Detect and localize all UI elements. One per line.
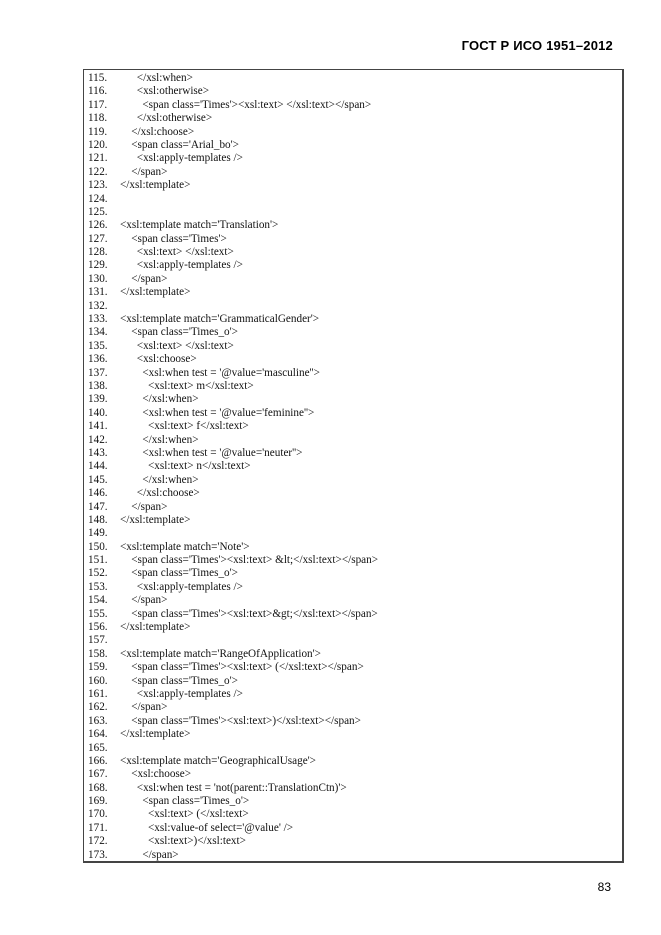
line-code: <xsl:template match='RangeOfApplication'>	[120, 647, 321, 660]
line-number: 124.	[88, 192, 108, 205]
line-code: <xsl:apply-templates />	[120, 580, 243, 593]
line-number: 151.	[88, 554, 108, 567]
line-code: <span class='Times'><xsl:text> &lt;</xsl:text></span>	[120, 554, 379, 567]
line-number: 162.	[88, 701, 108, 714]
line-code: <span class='Arial_bo'>	[120, 138, 239, 151]
code-line	[88, 166, 378, 179]
code-line	[88, 648, 378, 661]
code-line	[88, 259, 378, 272]
code-line	[88, 634, 378, 647]
line-number: 117.	[88, 98, 108, 111]
line-number: 129.	[88, 259, 108, 272]
line-code: </span>	[120, 701, 168, 714]
line-number: 143.	[88, 446, 108, 459]
line-number: 146.	[88, 487, 108, 500]
line-code: </xsl:choose>	[120, 125, 195, 138]
line-code: <span class='Times_o'>	[120, 326, 238, 339]
line-code: </span>	[120, 165, 168, 178]
line-number: 171.	[88, 821, 108, 834]
line-code: <xsl:template match='GrammaticalGender'>	[120, 313, 320, 326]
code-line	[88, 340, 378, 353]
line-code: <xsl:template match='GeographicalUsage'>	[120, 754, 316, 767]
line-number: 130.	[88, 272, 108, 285]
line-number: 165.	[88, 741, 108, 754]
line-code: </span>	[120, 848, 179, 861]
line-number: 148.	[88, 513, 108, 526]
line-number: 132.	[88, 299, 108, 312]
code-line	[88, 835, 378, 848]
line-code: <xsl:template match='Translation'>	[120, 219, 279, 232]
code-line	[88, 594, 378, 607]
code-line	[88, 581, 378, 594]
line-number: 131.	[88, 286, 108, 299]
line-number: 120.	[88, 138, 108, 151]
line-code: <span class='Times_o'>	[120, 567, 238, 580]
line-code: <xsl:text> (</xsl:text>	[120, 808, 249, 821]
line-number: 169.	[88, 795, 108, 808]
line-number: 142.	[88, 433, 108, 446]
line-code: <xsl:apply-templates />	[120, 152, 243, 165]
code-line	[88, 313, 378, 326]
line-number: 172.	[88, 835, 108, 848]
line-number: 147.	[88, 500, 108, 513]
line-number: 141.	[88, 420, 108, 433]
line-code: <xsl:text> n</xsl:text>	[120, 460, 251, 473]
line-code: <xsl:text> m</xsl:text>	[120, 379, 254, 392]
code-line	[88, 541, 378, 554]
line-code: <xsl:when test = '@value='neuter''>	[120, 446, 303, 459]
line-number: 119.	[88, 125, 108, 138]
code-line	[88, 393, 378, 406]
line-code: <span class='Times_o'>	[120, 674, 238, 687]
code-line	[88, 407, 378, 420]
line-code: <xsl:template match='Note'>	[120, 540, 250, 553]
code-line	[88, 795, 378, 808]
line-number: 161.	[88, 687, 108, 700]
line-number: 140.	[88, 406, 108, 419]
line-number: 173.	[88, 848, 108, 861]
line-number: 159.	[88, 661, 108, 674]
code-line	[88, 353, 378, 366]
line-number: 157.	[88, 634, 108, 647]
code-line	[88, 675, 378, 688]
code-line	[88, 85, 378, 98]
code-line	[88, 152, 378, 165]
line-number: 164.	[88, 728, 108, 741]
code-listing	[88, 72, 378, 862]
line-number: 122.	[88, 165, 108, 178]
line-code: </xsl:template>	[120, 728, 191, 741]
code-line	[88, 139, 378, 152]
line-code: </xsl:template>	[120, 286, 191, 299]
line-number: 138.	[88, 379, 108, 392]
line-code: <xsl:apply-templates />	[120, 687, 243, 700]
line-code: <span class='Times'><xsl:text> (</xsl:text></span>	[120, 661, 364, 674]
line-number: 133.	[88, 313, 108, 326]
code-line	[88, 286, 378, 299]
code-line	[88, 474, 378, 487]
line-code: <xsl:apply-templates />	[120, 259, 243, 272]
code-line	[88, 233, 378, 246]
code-line	[88, 460, 378, 473]
code-line	[88, 728, 378, 741]
code-line	[88, 782, 378, 795]
line-number: 155.	[88, 607, 108, 620]
line-code: <xsl:text> f</xsl:text>	[120, 420, 249, 433]
line-number: 163.	[88, 714, 108, 727]
line-number: 149.	[88, 527, 108, 540]
line-number: 115.	[88, 72, 108, 84]
code-line	[88, 701, 378, 714]
code-line	[88, 367, 378, 380]
line-number: 116.	[88, 85, 108, 98]
line-code: </xsl:template>	[120, 621, 191, 634]
line-number: 160.	[88, 674, 108, 687]
line-code: <xsl:when test = '@value='feminine''>	[120, 406, 315, 419]
line-number: 128.	[88, 246, 108, 259]
code-line	[88, 608, 378, 621]
line-code: </xsl:when>	[120, 433, 199, 446]
code-line	[88, 193, 378, 206]
line-code: </xsl:when>	[120, 473, 199, 486]
code-line	[88, 447, 378, 460]
code-line	[88, 206, 378, 219]
code-line	[88, 326, 378, 339]
line-code: <span class='Times'><xsl:text>&gt;</xsl:text></span>	[120, 607, 378, 620]
line-code: </span>	[120, 272, 168, 285]
line-code: </xsl:otherwise>	[120, 112, 213, 125]
line-number: 121.	[88, 152, 108, 165]
line-code: </xsl:when>	[120, 393, 199, 406]
line-number: 154.	[88, 594, 108, 607]
line-code: <xsl:text> </xsl:text>	[120, 339, 234, 352]
code-line	[88, 822, 378, 835]
code-line	[88, 688, 378, 701]
line-code: </xsl:template>	[120, 513, 191, 526]
code-line	[88, 99, 378, 112]
code-line	[88, 621, 378, 634]
code-line	[88, 849, 378, 862]
code-line	[88, 487, 378, 500]
line-code: <xsl:choose>	[120, 768, 192, 781]
line-number: 145.	[88, 473, 108, 486]
line-number: 158.	[88, 647, 108, 660]
code-line	[88, 179, 378, 192]
line-number: 136.	[88, 353, 108, 366]
line-code: </xsl:template>	[120, 179, 191, 192]
code-line	[88, 112, 378, 125]
line-code: <xsl:text>)</xsl:text>	[120, 835, 246, 848]
code-line	[88, 219, 378, 232]
line-number: 135.	[88, 339, 108, 352]
line-code: <xsl:value-of select='@value' />	[120, 821, 294, 834]
line-number: 166.	[88, 754, 108, 767]
line-code: </xsl:choose>	[120, 487, 200, 500]
line-code: <xsl:text> </xsl:text>	[120, 246, 234, 259]
code-line	[88, 434, 378, 447]
line-number: 126.	[88, 219, 108, 232]
code-line	[88, 420, 378, 433]
line-number: 139.	[88, 393, 108, 406]
code-line	[88, 661, 378, 674]
code-line	[88, 715, 378, 728]
page-number: 83	[597, 880, 611, 894]
code-line	[88, 527, 378, 540]
line-number: 156.	[88, 621, 108, 634]
code-line	[88, 72, 378, 85]
code-line	[88, 501, 378, 514]
code-line	[88, 380, 378, 393]
line-code: </span>	[120, 594, 168, 607]
code-line	[88, 567, 378, 580]
line-number: 134.	[88, 326, 108, 339]
line-code: <xsl:choose>	[120, 353, 197, 366]
line-number: 123.	[88, 179, 108, 192]
code-line	[88, 755, 378, 768]
line-number: 127.	[88, 232, 108, 245]
code-line	[88, 126, 378, 139]
line-number: 167.	[88, 768, 108, 781]
line-number: 144.	[88, 460, 108, 473]
code-line	[88, 768, 378, 781]
code-line	[88, 742, 378, 755]
line-number: 153.	[88, 580, 108, 593]
line-number: 170.	[88, 808, 108, 821]
code-line	[88, 300, 378, 313]
code-line	[88, 808, 378, 821]
line-number: 168.	[88, 781, 108, 794]
line-code: <span class='Times'><xsl:text> </xsl:text></span>	[120, 98, 372, 111]
line-code: </span>	[120, 500, 168, 513]
line-code: <span class='Times_o'>	[120, 795, 250, 808]
line-number: 150.	[88, 540, 108, 553]
line-number: 152.	[88, 567, 108, 580]
line-code: <span class='Times'>	[120, 232, 227, 245]
code-line	[88, 514, 378, 527]
line-number: 118.	[88, 112, 108, 125]
line-code: <xsl:when test = '@value='masculine''>	[120, 366, 320, 379]
line-code: <xsl:when test = 'not(parent::TranslationCtn)'>	[120, 781, 347, 794]
page-header-standard: ГОСТ Р ИСО 1951–2012	[461, 38, 613, 53]
line-code: <span class='Times'><xsl:text>)</xsl:text></span>	[120, 714, 361, 727]
line-number: 125.	[88, 205, 108, 218]
code-line	[88, 554, 378, 567]
line-code: <xsl:otherwise>	[120, 85, 210, 98]
code-line	[88, 273, 378, 286]
line-number: 137.	[88, 366, 108, 379]
code-line	[88, 246, 378, 259]
line-code: </xsl:when>	[120, 72, 193, 84]
